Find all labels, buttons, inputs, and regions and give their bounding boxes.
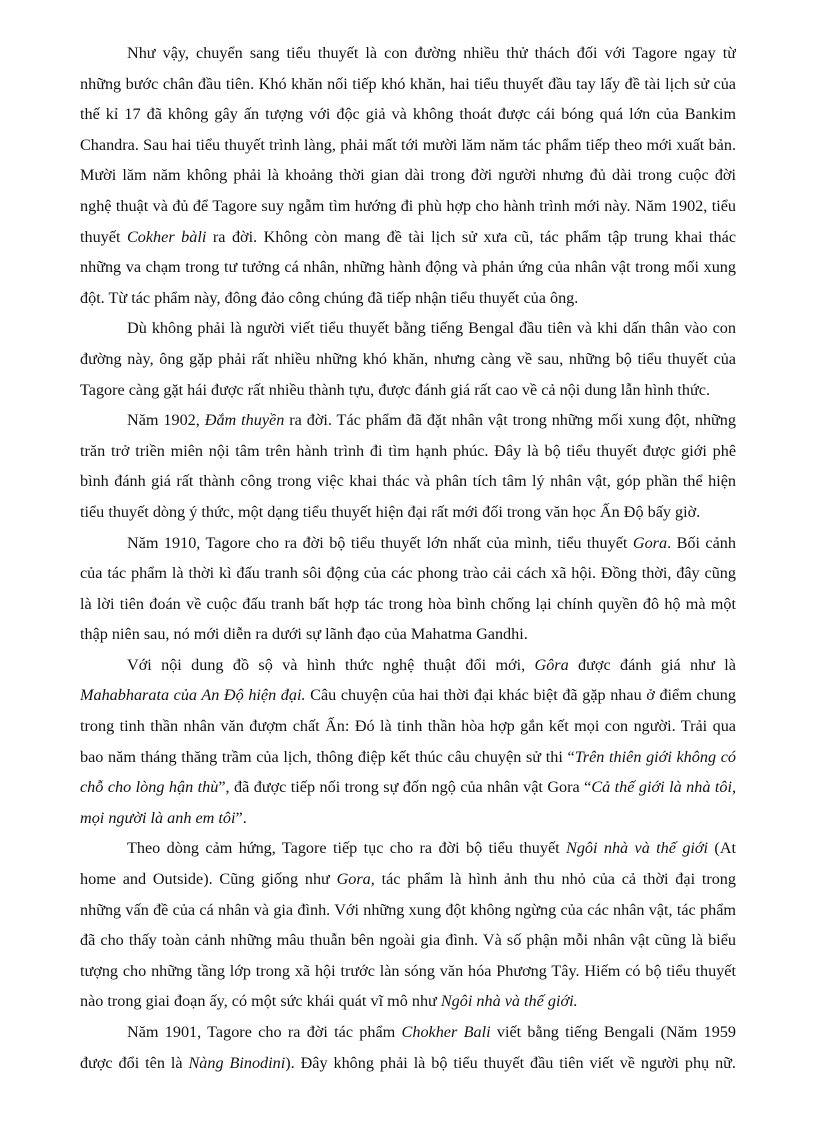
text-line — [80, 405, 736, 436]
text-line — [80, 38, 736, 69]
italic-text: Cả thế giới là nhà tôi, — [591, 778, 736, 797]
text-run: nào trong giai đoạn ấy, có một sức khái quát vĩ mô như — [80, 992, 441, 1011]
text-run: đường này, ông gặp phải rất nhiều những khó khăn, nhưng càng về sau, những bộ tiểu thuyết của — [80, 349, 736, 368]
text-run: tác phẩm là hình ảnh thu nhỏ của cả thời đại trong — [374, 870, 736, 889]
italic-text: Cokher bàli — [126, 227, 207, 246]
text-run: được đổi tên là — [80, 1053, 189, 1072]
text-line — [80, 344, 736, 375]
text-run: ). Đây không phải là bộ tiểu thuyết đầu tiên viết về người phụ nữ. — [285, 1053, 736, 1072]
text-run: những va chạm trong tư tưởng cá nhân, những hành động và phản ứng của nhân vật trong mối xung — [80, 258, 736, 277]
text-run: Theo dòng cảm hứng, Tagore tiếp tục cho ra đời bộ tiểu thuyết — [127, 839, 567, 858]
text-line — [80, 680, 736, 711]
italic-text: chỗ cho lòng hận thù — [80, 778, 219, 797]
text-run: (At — [708, 839, 736, 858]
text-line — [80, 833, 736, 864]
text-line — [80, 191, 736, 222]
text-run: đột. Từ tác phẩm này, đông đảo công chúng đã tiếp nhận tiểu thuyết của ông. — [80, 288, 579, 307]
text-line — [80, 69, 736, 100]
paragraph — [80, 833, 736, 1017]
text-line — [80, 650, 736, 681]
paragraph — [80, 38, 736, 313]
text-line — [80, 313, 736, 344]
text-line — [80, 497, 736, 528]
text-run: bình đánh giá rất thành công trong việc khai thác và phân tích tâm lý nhân vật, góp phần thể hiện — [80, 472, 736, 491]
text-run: Mười lăm năm không phải là khoảng thời gian dài trong đời người nhưng đủ dài trong cuộc đời — [80, 166, 736, 185]
text-line — [80, 222, 736, 253]
text-line — [80, 742, 736, 773]
text-run: Chandra. Sau hai tiểu thuyết trình làng, phải mất tới mười lăm năm tác phẩm tiếp theo mới xuất bản. — [80, 135, 736, 154]
text-run: bao năm tháng thăng trầm của lịch, thông điệp kết thúc câu chuyện sử thi “ — [80, 747, 575, 766]
text-line — [80, 1017, 736, 1048]
text-run: trăn trở triền miên nội tâm trên hành trình đi tìm hạnh phúc. Đây là bộ tiểu thuyết được giới phê — [80, 441, 736, 460]
text-run: nghệ thuật và đủ để Tagore suy ngẫm tìm hướng đi phù hợp cho hành trình mới này. Năm 1902, tiểu — [80, 196, 736, 215]
paragraph — [80, 405, 736, 527]
italic-text: Gora, — [336, 870, 375, 889]
text-line — [80, 130, 736, 161]
text-line — [80, 283, 736, 314]
text-line — [80, 436, 736, 467]
paragraph — [80, 528, 736, 650]
text-run: Tagore càng gặt hái được rất nhiều thành tựu, được đánh giá rất cao về cả nội dung lẫn hình thức. — [80, 380, 711, 399]
text-line — [80, 925, 736, 956]
italic-text: Mahabharata của An Độ hiện đại. — [80, 686, 306, 705]
text-run: của tác phẩm là thời kì đấu tranh sôi động của các phong trào cải cách xã hội. Đồng thời, đây cũng — [80, 564, 736, 583]
italic-text: Gora — [632, 533, 668, 552]
italic-text: Chokher Bali — [401, 1023, 491, 1041]
text-line — [80, 986, 736, 1017]
text-run: Như vậy, chuyển sang tiểu thuyết là con đường nhiều thử thách đối với Tagore ngay từ — [127, 44, 736, 62]
paragraph — [80, 313, 736, 405]
text-line — [80, 711, 736, 742]
text-line — [80, 1048, 736, 1079]
paragraph — [80, 1017, 736, 1078]
text-line — [80, 252, 736, 283]
italic-text: Trên thiên giới không có — [574, 747, 736, 766]
text-run: Dù không phải là người viết tiểu thuyết bằng tiếng Bengal đầu tiên và khi dấn thân vào con — [127, 319, 736, 338]
text-line — [80, 528, 736, 559]
text-line — [80, 375, 736, 406]
text-run: ra đời. Không còn mang đề tài lịch sử xưa cũ, tác phẩm tập trung khai thác — [206, 227, 736, 246]
text-run: viết bằng tiếng Bengali (Năm 1959 — [490, 1023, 736, 1041]
text-run: Câu chuyện của hai thời đại khác biệt đã gặp nhau ở điểm chung — [305, 686, 736, 705]
text-run: ”, đã được tiếp nối trong sự đốn ngộ của nhân vật Gora “ — [218, 778, 592, 797]
text-run: thuyết — [80, 227, 127, 246]
text-run: được đánh giá như là — [568, 655, 736, 674]
text-line — [80, 956, 736, 987]
text-run: thế kỉ 17 đã không gây ấn tượng với độc giả và không thoát được cái bóng quá lớn của Bankim — [80, 105, 736, 124]
italic-text: Ngôi nhà và thế giới — [566, 839, 709, 858]
text-line — [80, 558, 736, 589]
text-line — [80, 772, 736, 803]
text-line — [80, 466, 736, 497]
italic-text: mọi người là anh em tôi — [80, 808, 236, 827]
text-line — [80, 864, 736, 895]
text-run: Năm 1910, Tagore cho ra đời bộ tiểu thuyết lớn nhất của mình, tiểu thuyết — [127, 533, 633, 552]
text-run: tượng cho những tầng lớp trong xã hội trước làn sóng văn hóa Phương Tây. Hiếm có bộ tiểu thuyết — [80, 961, 736, 980]
text-run: thập niên sau, nó mới diễn ra dưới sự lãnh đạo của Mahatma Gandhi. — [80, 625, 528, 644]
text-run: Năm 1902, — [127, 411, 205, 430]
text-run: . Bối cảnh — [667, 533, 736, 552]
text-line — [80, 895, 736, 926]
text-line — [80, 619, 736, 650]
italic-text: Nàng Binodini — [188, 1053, 286, 1072]
text-run: home and Outside). Cũng giống như — [80, 870, 337, 889]
text-line — [80, 99, 736, 130]
text-run: ra đời. Tác phẩm đã đặt nhân vật trong những mối xung đột, những — [284, 411, 736, 430]
text-run: đã cho thấy toàn cảnh những mâu thuẫn bên ngoài gia đình. Và số phận mỗi nhân vật cũng là biểu — [80, 931, 736, 950]
text-line — [80, 589, 736, 620]
text-run: là lời tiên đoán về cuộc đấu tranh bất hợp tác trong hòa bình chống lại chính quyền đô hộ mà một — [80, 594, 736, 613]
italic-text: Ngôi nhà và thế giới. — [440, 992, 578, 1011]
paragraph — [80, 650, 736, 834]
italic-text: Đắm thuyền — [204, 411, 285, 430]
text-line — [80, 160, 736, 191]
text-run: Năm 1901, Tagore cho ra đời tác phẩm — [127, 1023, 402, 1041]
text-run: Với nội dung đồ sộ và hình thức nghệ thuật đổi mới, — [127, 655, 535, 674]
italic-text: Gôra — [534, 655, 569, 674]
text-run: những vấn đề của cá nhân và gia đình. Với những xung đột không ngừng của các nhân vật, tác phẩm — [80, 900, 736, 919]
text-line — [80, 803, 736, 834]
text-run: trong tinh thần nhân văn đượm chất Ấn: Đó là tinh thần hòa hợp gắn kết mọi con người. Trải qua — [80, 717, 736, 736]
text-run: tiểu thuyết dòng ý thức, một dạng tiểu thuyết hiện đại rất mới đối trong văn học Ấn Độ bấy giờ. — [80, 502, 701, 521]
text-run: những bước chân đầu tiên. Khó khăn nối tiếp khó khăn, hai tiểu thuyết đầu tay lấy đề tài lịch sử của — [80, 74, 736, 93]
text-run: ”. — [235, 808, 247, 827]
